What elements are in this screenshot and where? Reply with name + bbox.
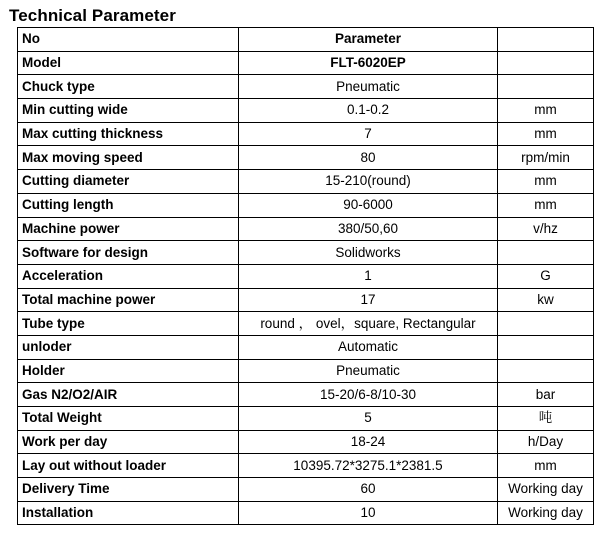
parameter-value: 90-6000 [239, 193, 498, 217]
parameter-name: Machine power [18, 217, 239, 241]
parameter-value: 15-210(round) [239, 170, 498, 194]
parameter-unit: mm [498, 193, 594, 217]
parameter-name: Lay out without loader [18, 454, 239, 478]
parameter-table [17, 27, 594, 525]
parameter-name: Acceleration [18, 264, 239, 288]
parameter-name: Tube type [18, 312, 239, 336]
table-row [18, 359, 594, 383]
parameter-name: Chuck type [18, 75, 239, 99]
parameter-unit: kw [498, 288, 594, 312]
parameter-value: 7 [239, 122, 498, 146]
parameter-value: Pneumatic [239, 75, 498, 99]
parameter-name: Cutting diameter [18, 170, 239, 194]
parameter-unit: 吨 [498, 407, 594, 431]
parameter-unit [498, 51, 594, 75]
parameter-unit [498, 359, 594, 383]
table-row [18, 170, 594, 194]
parameter-name: Holder [18, 359, 239, 383]
parameter-value: 0.1-0.2 [239, 99, 498, 123]
table-row [18, 99, 594, 123]
table-row [18, 193, 594, 217]
parameter-value: 18-24 [239, 430, 498, 454]
table-row [18, 241, 594, 265]
table-row [18, 407, 594, 431]
parameter-name: unloder [18, 335, 239, 359]
parameter-unit: mm [498, 122, 594, 146]
parameter-unit: v/hz [498, 217, 594, 241]
header-unit [498, 28, 594, 52]
parameter-name: Work per day [18, 430, 239, 454]
parameter-unit [498, 312, 594, 336]
header-parameter: Parameter [239, 28, 498, 52]
parameter-value: 380/50,60 [239, 217, 498, 241]
parameter-name: Max cutting thickness [18, 122, 239, 146]
table-row [18, 501, 594, 525]
table-row [18, 146, 594, 170]
parameter-value: 10 [239, 501, 498, 525]
parameter-name: Installation [18, 501, 239, 525]
parameter-value: Solidworks [239, 241, 498, 265]
table-row [18, 383, 594, 407]
table-row [18, 75, 594, 99]
parameter-unit: mm [498, 454, 594, 478]
parameter-unit [498, 75, 594, 99]
parameter-value: 60 [239, 478, 498, 502]
parameter-unit: bar [498, 383, 594, 407]
table-row [18, 430, 594, 454]
table-row [18, 312, 594, 336]
table-row [18, 51, 594, 75]
parameter-value: Pneumatic [239, 359, 498, 383]
header-no: No [18, 28, 239, 52]
parameter-value: FLT-6020EP [239, 51, 498, 75]
parameter-unit: G [498, 264, 594, 288]
parameter-unit [498, 335, 594, 359]
parameter-unit: h/Day [498, 430, 594, 454]
parameter-name: Min cutting wide [18, 99, 239, 123]
parameter-unit [498, 241, 594, 265]
parameter-unit: mm [498, 170, 594, 194]
table-row [18, 264, 594, 288]
parameter-unit: Working day [498, 478, 594, 502]
parameter-value: 15-20/6-8/10-30 [239, 383, 498, 407]
parameter-table-body [18, 28, 594, 525]
parameter-value: 17 [239, 288, 498, 312]
parameter-name: Delivery Time [18, 478, 239, 502]
parameter-name: Cutting length [18, 193, 239, 217]
parameter-name: Total machine power [18, 288, 239, 312]
parameter-value: 1 [239, 264, 498, 288]
table-row [18, 122, 594, 146]
table-header-row [18, 28, 594, 52]
page-title: Technical Parameter [9, 6, 176, 25]
parameter-value: 10395.72*3275.1*2381.5 [239, 454, 498, 478]
parameter-name: Model [18, 51, 239, 75]
parameter-value: Automatic [239, 335, 498, 359]
parameter-value: 5 [239, 407, 498, 431]
parameter-name: Total Weight [18, 407, 239, 431]
parameter-unit: rpm/min [498, 146, 594, 170]
table-row [18, 288, 594, 312]
parameter-unit: Working day [498, 501, 594, 525]
parameter-unit: mm [498, 99, 594, 123]
parameter-name: Software for design [18, 241, 239, 265]
table-row [18, 217, 594, 241]
parameter-name: Gas N2/O2/AIR [18, 383, 239, 407]
parameter-value: 80 [239, 146, 498, 170]
table-row [18, 478, 594, 502]
table-row [18, 335, 594, 359]
parameter-value: round ， ovel，square, Rectangular [239, 312, 498, 336]
table-row [18, 454, 594, 478]
parameter-name: Max moving speed [18, 146, 239, 170]
